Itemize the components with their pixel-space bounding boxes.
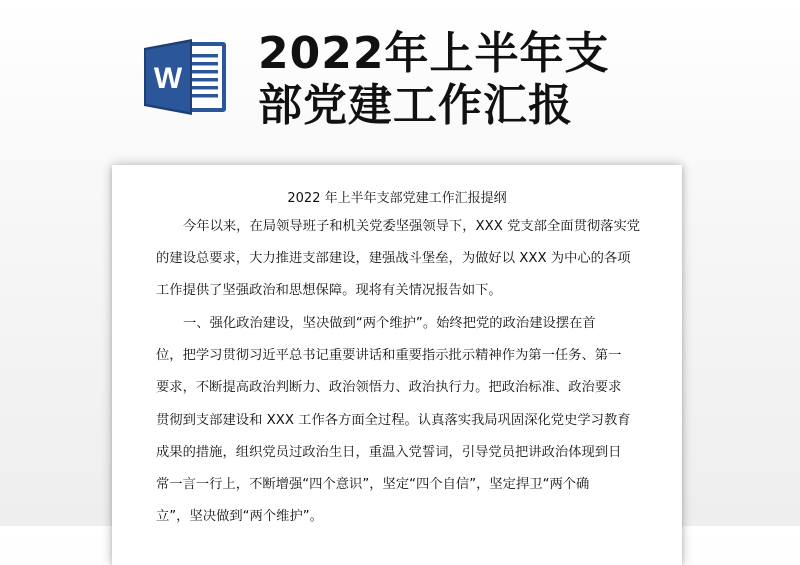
banner <box>0 0 800 150</box>
paragraph-line: 一、强化政治建设，坚决做到“两个维护”。始终把党的政治建设摆在首 <box>183 316 596 331</box>
word-logo-letter: W <box>153 62 183 95</box>
document-title: 2022 年上半年支部党建工作汇报提纲 <box>287 191 507 206</box>
paragraph-line: 工作提供了坚强政治和思想保障。现将有关情况报告如下。 <box>156 283 502 299</box>
paragraph-line: 位，把学习贯彻习近平总书记重要讲话和重要指示批示精神作为第一任务、第一 <box>156 348 622 364</box>
paragraph-line: 常一言一行上，不断增强“四个意识”，坚定“四个自信”，坚定捍卫“两个确 <box>156 477 590 493</box>
page-title-line-2: 部党建工作汇报 <box>258 80 573 131</box>
page-title-line-1: 2022年上半年支 <box>258 28 610 79</box>
paragraph-line: 的建设总要求，大力推进支部建设，建强战斗堡垒，为做好以 XXX 为中心的各项 <box>156 251 631 267</box>
paragraph-line: 今年以来，在局领导班子和机关党委坚强领导下，XXX 党支部全面贯彻落实党 <box>183 219 641 234</box>
microsoft-word-icon <box>140 36 230 118</box>
page-title <box>258 28 678 132</box>
document-paragraph <box>156 211 642 308</box>
paragraph-line: 立”，坚决做到“两个维护”。 <box>156 509 323 525</box>
paragraph-line: 成果的措施，组织党员过政治生日，重温入党誓词，引导党员把讲政治体现到日 <box>156 444 622 460</box>
document-page <box>112 165 682 565</box>
paragraph-line: 贯彻到支部建设和 XXX 工作各方面全过程。认真落实我局巩固深化党史学习教育 <box>156 412 631 428</box>
paragraph-line: 要求，不断提高政治判断力、政治领悟力、政治执行力。把政治标准、政治要求 <box>156 380 622 396</box>
document-paragraph <box>156 308 642 533</box>
